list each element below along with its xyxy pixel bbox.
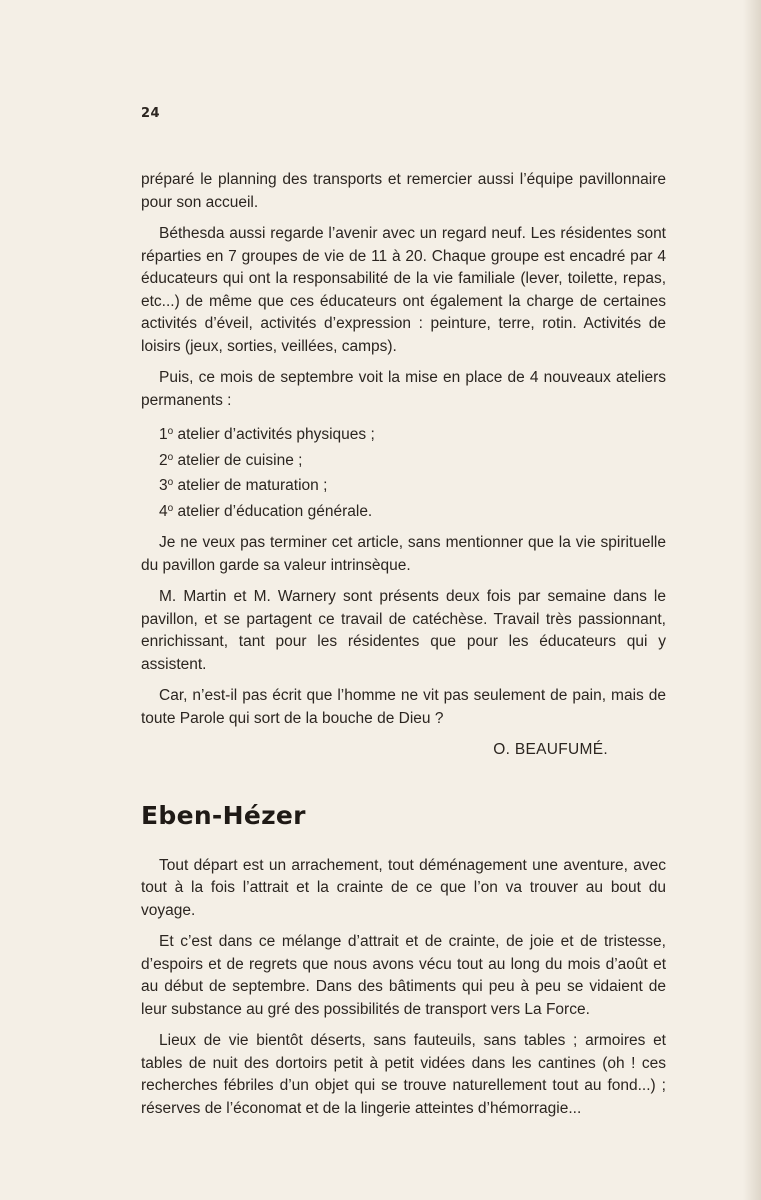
list-number: 2 <box>159 451 168 469</box>
paragraph: M. Martin et M. Warnery sont présents deux fois par semaine dans le pavillon, et se partagent ce travail de catéchèse. Travail très passionnant, enrichissant, tant pour les résidentes que pour les éducateurs qui y assistent. <box>141 588 666 673</box>
paragraph: Lieux de vie bientôt déserts, sans fauteuils, sans tables ; armoires et tables de nuit des dortoirs petit à petit vidées dans les cantines (oh ! ces recherches fébriles d’un objet qui se trouve naturellement tout au fond...) ; réserves de l’économat et de la lingerie atteintes d’hémorragie... <box>141 1032 666 1117</box>
paragraph: préparé le planning des transports et remercier aussi l’équipe pavillonnaire pour son accueil. <box>141 171 666 211</box>
list-number: 4 <box>159 502 168 520</box>
list-number: 1 <box>159 426 168 443</box>
list-number: 3 <box>159 477 168 494</box>
list-text: atelier d’activités physiques ; <box>173 426 375 443</box>
ordinal-mark: o <box>167 477 174 488</box>
list-item <box>141 498 666 524</box>
list-item <box>141 472 666 498</box>
paragraph: Béthesda aussi regarde l’avenir avec un regard neuf. Les résidentes sont réparties en 7 groupes de vie de 11 à 20. Chaque groupe est encadré par 4 éducateurs qui ont la responsabilité de la vie familiale (lever, toilette, repas, etc...) de même que ces éducateurs ont également la charge de certaines activités d’éveil, activités d’expression : peinture, terre, rotin. Activités de loisirs (jeux, sorties, veillées, camps). <box>141 225 666 355</box>
list-text: atelier de cuisine ; <box>173 451 303 469</box>
workshop-list <box>141 421 666 523</box>
paragraph: Puis, ce mois de septembre voit la mise en place de 4 nouveaux ateliers permanents : <box>141 369 666 409</box>
list-item <box>141 447 666 473</box>
paragraph: Et c’est dans ce mélange d’attrait et de crainte, de joie et de tristesse, d’espoirs et de regrets que nous avons vécu tout au long du mois d’août et au début de septembre. Dans des bâtiments qui peu à peu se vidaient de leur substance au gré des possibilités de transport vers La Force. <box>141 933 666 1018</box>
section-title: Eben-Hézer <box>141 800 306 830</box>
text-column <box>141 169 666 1129</box>
paragraph: Car, n’est-il pas écrit que l’homme ne vit pas seulement de pain, mais de toute Parole qui sort de la bouche de Dieu ? <box>141 687 666 727</box>
ordinal-mark: o <box>167 502 174 514</box>
paragraph: Tout départ est un arrachement, tout déménagement une aventure, avec tout à la fois l’attrait et la crainte de ce que l’on va trouver au bout du voyage. <box>141 856 666 919</box>
ordinal-mark: o <box>167 451 174 463</box>
list-text: atelier d’éducation générale. <box>173 502 373 520</box>
paragraph: Je ne veux pas terminer cet article, sans mentionner que la vie spirituelle du pavillon garde sa valeur intrinsèque. <box>141 534 666 574</box>
ordinal-mark: o <box>167 426 174 437</box>
author-signature: O. BEAUFUMÉ. <box>493 741 608 758</box>
page-number: 24 <box>141 106 161 121</box>
list-text: atelier de maturation ; <box>173 477 328 494</box>
list-item <box>141 421 666 447</box>
page-edge-shadow <box>743 0 761 1200</box>
